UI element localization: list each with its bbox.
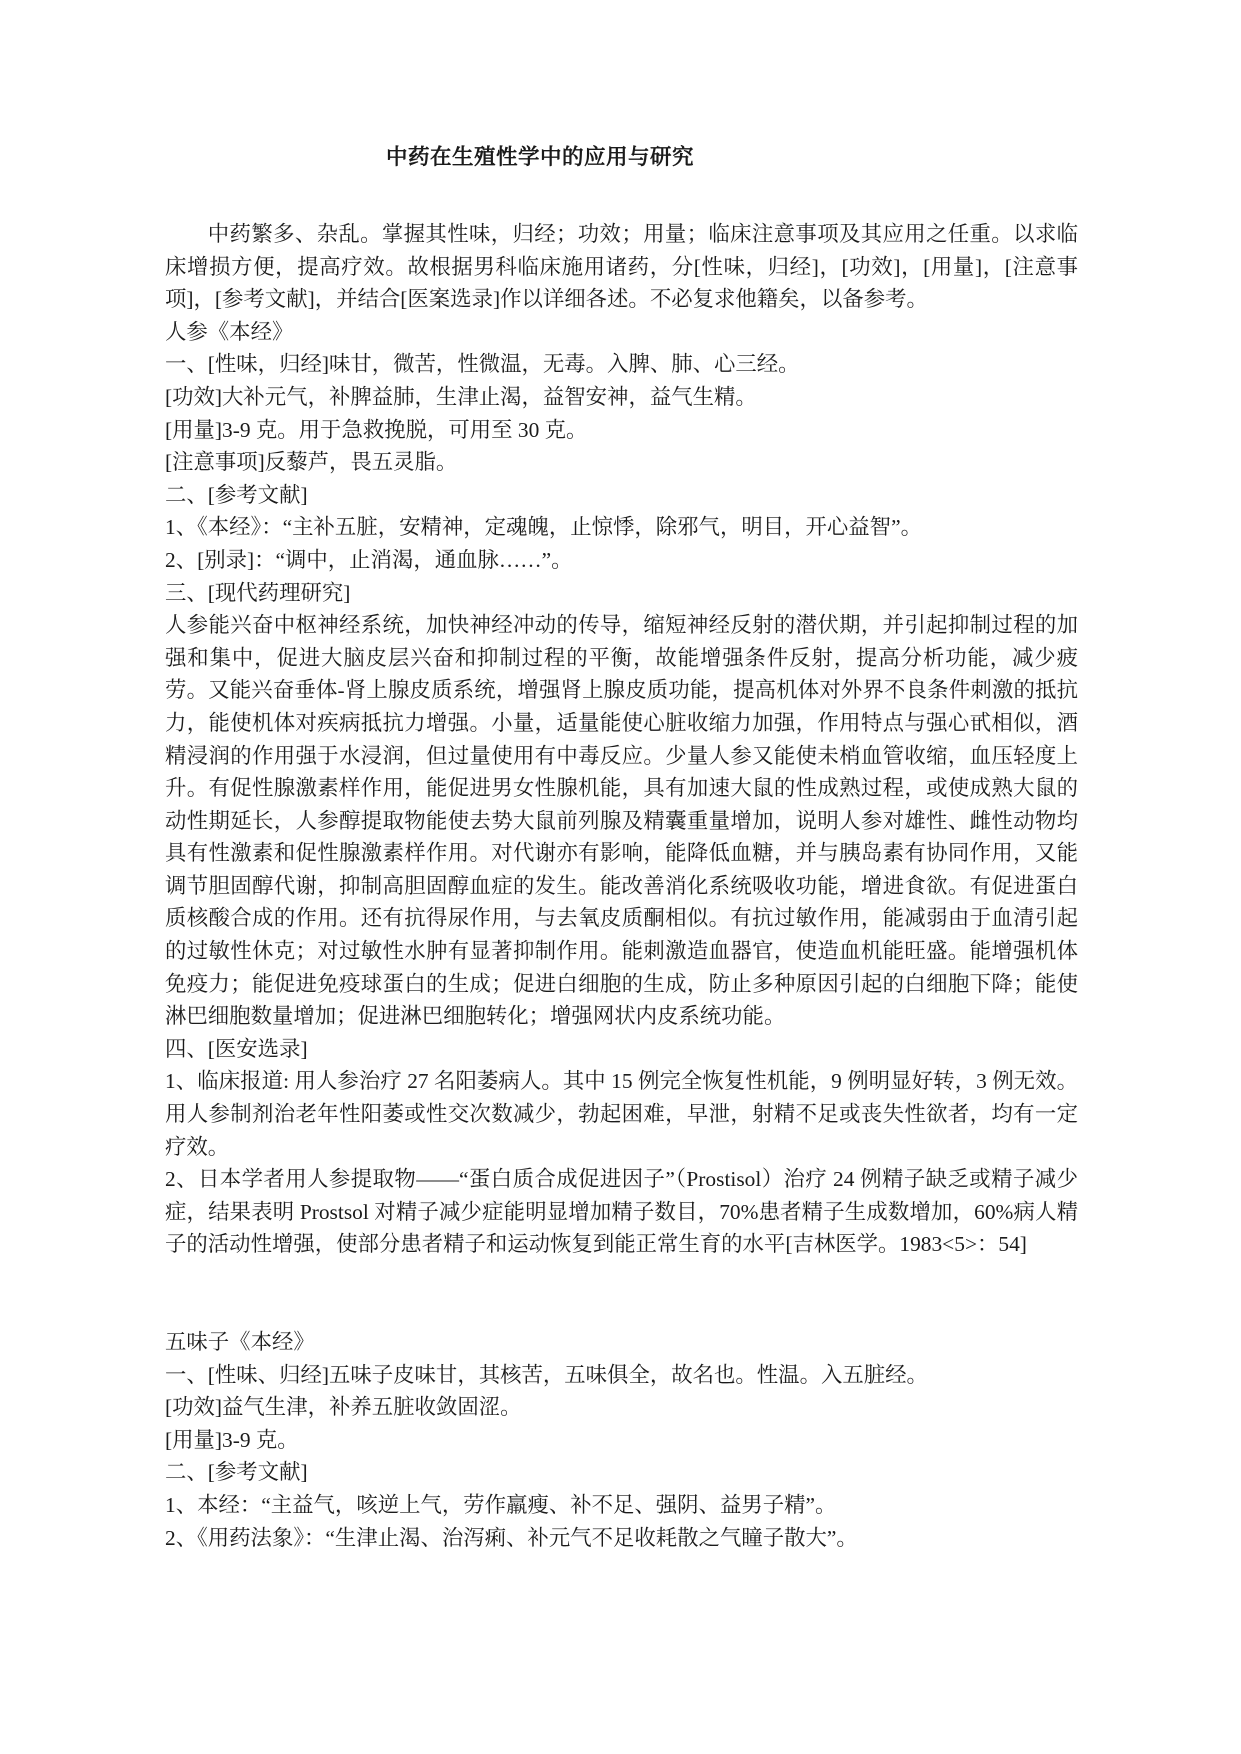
paragraph: 中药繁多、杂乱。掌握其性味，归经；功效；用量；临床注意事项及其应用之任重。以求临床增损方便，提高疗效。故根据男科临床施用诸药，分[性味，归经]，[功效]，[用量]，[注意事项]，[参考文献]，并结合[医案选录]作以详细各述。不必复求他籍矣，以备参考。 [165, 222, 1078, 312]
text-line: 三、[现代药理研究] [165, 580, 351, 605]
text-line: [用量]3-9 克。 [165, 1427, 299, 1452]
document-body [165, 218, 1078, 1554]
paragraph: 人参能兴奋中枢神经系统，加快神经冲动的传导，缩短神经反射的潜伏期，并引起抑制过程的加强和集中，促进大脑皮层兴奋和抑制过程的平衡，故能增强条件反射，提高分析功能，减少疲劳。又能兴奋垂体-肾上腺皮质系统，增强肾上腺皮质功能，提高机体对外界不良条件刺激的抵抗力，能使机体对疾病抵抗力增强。小量，适量能使心脏收缩力加强，作用特点与强心甙相似，酒精浸润的作用强于水浸润，但过量使用有中毒反应。少量人参又能使未梢血管收缩，血压轻度上升。有促性腺激素样作用，能促进男女性腺机能，具有加速大鼠的性成熟过程，或使成熟大鼠的动性期延长，人参醇提取物能使去势大鼠前列腺及精囊重量增加，说明人参对雄性、雌性动物均具有性激素和促性腺激素样作用。对代谢亦有影响，能降低血糖，并与胰岛素有协同作用，又能调节胆固醇代谢，抑制高胆固醇血症的发生。能改善消化系统吸收功能，增进食欲。有促进蛋白质核酸合成的作用。还有抗得尿作用，与去氧皮质酮相似。有抗过敏作用，能减弱由于血清引起的过敏性休克；对过敏性水肿有显著抑制作用。能刺激造血器官，使造血机能旺盛。能增强机体免疫力；能促进免疫球蛋白的生成；促进白细胞的生成，防止多种原因引起的白细胞下降；能使淋巴细胞数量增加；促进淋巴细胞转化；增强网状内皮系统功能。 [165, 613, 1078, 1029]
text-line: 五味子《本经》 [165, 1330, 315, 1354]
text-line: 2、[别录]：“调中，止消渴，通血脉……”。 [165, 547, 573, 572]
text-line: 2、《用药法象》：“生津止渴、治泻痢、补元气不足收耗散之气瞳子散大”。 [165, 1525, 858, 1550]
text-line: [功效]大补元气，补脾益肺，生津止渴，益智安神，益气生精。 [165, 384, 757, 409]
text-line: [功效]益气生津，补养五脏收敛固涩。 [165, 1395, 522, 1420]
paragraph: 2、日本学者用人参提取物——“蛋白质合成促进因子”（Prostisol）治疗 24 例精子缺乏或精子减少症，结果表明 Prostsol 对精子减少症能明显增加精子数目，70%患者精子生成数增加，60%病人精子的活动性增强，使部分患者精子和运动恢复到能正常生育的水平[吉林医学。1983<5>：54] [165, 1167, 1078, 1257]
text-line: 1、《本经》：“主补五脏，安精神，定魂魄，止惊悸，除邪气，明目，开心益智”。 [165, 515, 922, 540]
text-line: 一、[性味、归经]五味子皮味甘，其核苦，五味俱全，故名也。性温。入五脏经。 [165, 1362, 928, 1387]
text-line: 人参《本经》 [165, 319, 294, 344]
text-line: 1、本经：“主益气，咳逆上气，劳作羸瘦、补不足、强阴、益男子精”。 [165, 1492, 837, 1517]
text-line: 四、[医安选录] [165, 1036, 308, 1061]
document-title: 中药在生殖性学中的应用与研究 [386, 145, 695, 169]
text-line: 二、[参考文献] [165, 482, 308, 507]
text-line: [用量]3-9 克。用于急救挽脱，可用至 30 克。 [165, 417, 588, 442]
text-line: 二、[参考文献] [165, 1460, 308, 1485]
section-gap [165, 1261, 1078, 1326]
text-line: 一、[性味，归经]味甘，微苦，性微温，无毒。入脾、肺、心三经。 [165, 352, 800, 377]
document-content [165, 141, 1078, 1554]
paragraph: 1、临床报道: 用人参治疗 27 名阳萎病人。其中 15 例完全恢复性机能，9 例明显好转，3 例无效。用人参制剂治老年性阳萎或性交次数减少，勃起困难，早泄，射精不足或丧失性欲者，均有一定疗效。 [165, 1069, 1078, 1159]
text-line: [注意事项]反藜芦，畏五灵脂。 [165, 450, 458, 475]
